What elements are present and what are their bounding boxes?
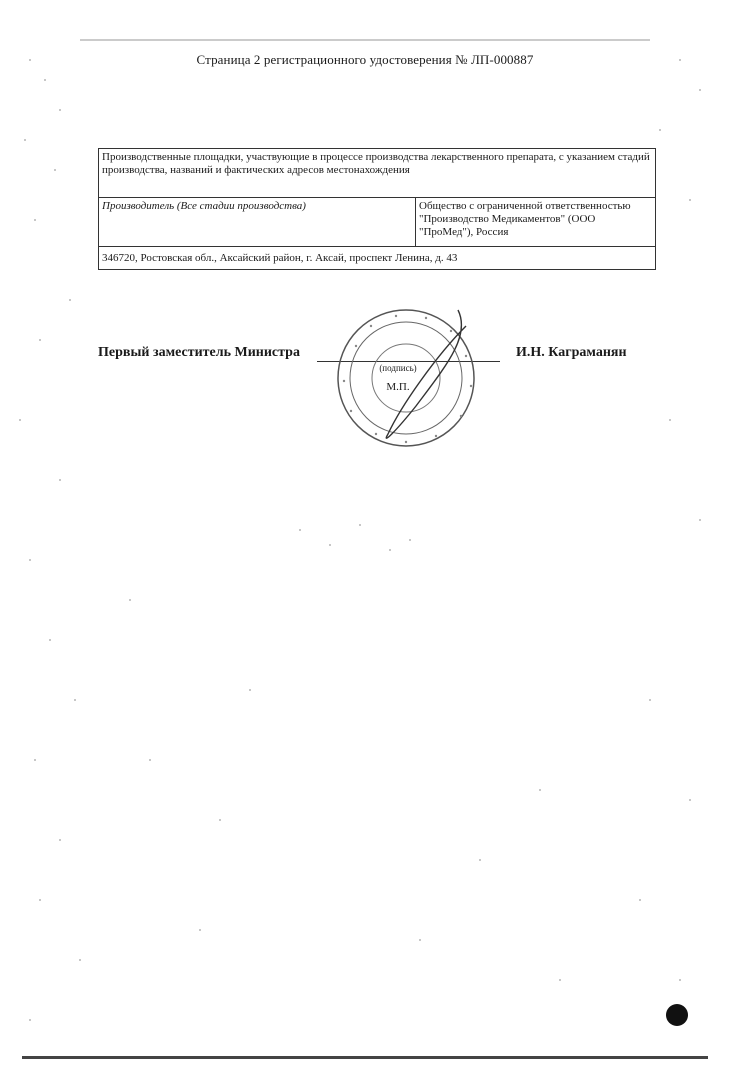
bottom-border — [22, 1056, 708, 1059]
signatory-position: Первый заместитель Министра — [98, 345, 300, 360]
signatory-name: И.Н. Каграманян — [516, 345, 627, 360]
signature-note: (подпись) — [379, 363, 417, 373]
manufacturer-address: 346720, Ростовская обл., Аксайский район, г. Аксай, проспект Ленина, д. 43 — [99, 247, 656, 270]
page-header: Страница 2 регистрационного удостоверения № ЛП-000887 — [196, 52, 534, 67]
table-row — [99, 149, 656, 198]
table-heading: Производственные площадки, участвующие в процессе производства лекарственного препарата, с указанием стадий производства, названий и фактических адресов местонахождения — [99, 149, 656, 198]
table-row — [99, 247, 656, 270]
table-row — [99, 198, 656, 247]
official-seal — [326, 296, 496, 456]
scan-mark — [666, 1004, 688, 1026]
manufacturer-label: Производитель (Все стадии производства) — [99, 198, 416, 247]
stamp-mark: М.П. — [386, 381, 410, 393]
manufacturer-name: Общество с ограниченной ответственностью "Производство Медикаментов" (ООО "ПроМед"), Россия — [416, 198, 656, 247]
production-sites-table — [98, 148, 656, 270]
